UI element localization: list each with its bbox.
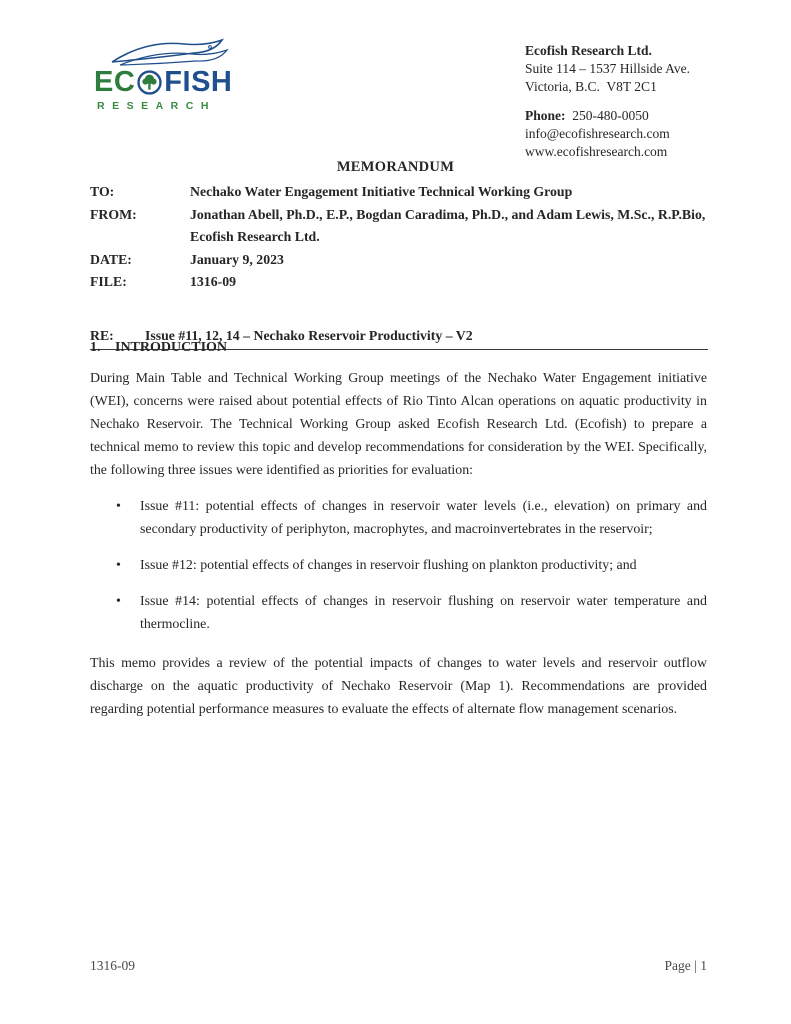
tree-in-o-icon [136, 69, 163, 96]
list-item-issue-11: • Issue #11: potential effects of changes in reservoir water levels (i.e., elevation) on primary and secondary productivity of periphyton, macrophytes, and macroinvertebrates in the reservoir; [140, 495, 707, 541]
section-heading [90, 340, 707, 356]
meta-row-file [90, 271, 708, 294]
from-label: FROM: [90, 206, 137, 222]
logo-wordmark [94, 68, 244, 97]
date-label: DATE: [90, 251, 132, 267]
phone-row [525, 107, 690, 125]
logo-text-fish: FISH [164, 66, 233, 98]
website-url: www.ecofishresearch.com [525, 144, 668, 159]
re-subject: Issue #11, 12, 14 – Nechako Reservoir Productivity – V2 [145, 327, 473, 343]
to-label: TO: [90, 184, 115, 199]
meta-row-from [90, 204, 708, 249]
phone-number: 250-480-0050 [572, 108, 649, 123]
meta-row-date [90, 249, 708, 272]
list-item-issue-14: • Issue #14: potential effects of changes in reservoir flushing on reservoir water temperature and thermocline. [140, 590, 707, 636]
file-value: 1316-09 [190, 274, 236, 289]
address-line-2: Victoria, B.C. V8T 2C1 [525, 79, 657, 94]
section-title: INTRODUCTION [115, 340, 228, 355]
issues-list [90, 495, 707, 636]
email-address: info@ecofishresearch.com [525, 126, 670, 141]
company-name: Ecofish Research Ltd. [525, 43, 652, 58]
contact-block [525, 42, 690, 161]
memo-title: MEMORANDUM [336, 159, 455, 175]
list-item-issue-12: • Issue #12: potential effects of changes in reservoir flushing on plankton productivity; and [140, 554, 707, 577]
logo-text-research: RESEARCH [97, 100, 216, 112]
date-value: January 9, 2023 [190, 251, 284, 267]
section-number: 1. [90, 340, 101, 355]
logo-text-ec: EC [94, 66, 136, 98]
to-value: Nechako Water Engagement Initiative Technical Working Group [190, 184, 573, 199]
footer-page-number: Page | 1 [664, 958, 707, 973]
fish-icon [106, 36, 234, 70]
ecofish-logo [94, 36, 244, 112]
footer-file-number: 1316-09 [90, 958, 135, 973]
from-value: Jonathan Abell, Ph.D., E.P., Bogdan Caradima, Ph.D., and Adam Lewis, M.Sc., R.P.Bio, Ecofish Research Ltd. [190, 206, 706, 244]
intro-paragraph-1: During Main Table and Technical Working Group meetings of the Nechako Water Engagement initiative (WEI), concerns were raised about potential effects of Rio Tinto Alcan operations on aquatic productivity in Nechako Reservoir. The Technical Working Group asked Ecofish Research Ltd. (Ecofish) to prepare a technical memo to review this topic and develop recommendations for consideration by the WEI. Specifically, the following three issues were identified as priorities for evaluation: [90, 371, 707, 478]
re-label: RE: [90, 327, 114, 343]
meta-row-to [90, 181, 708, 204]
phone-label: Phone: [525, 108, 566, 123]
file-label: FILE: [90, 274, 127, 289]
memo-meta [90, 181, 708, 350]
memo-body [90, 340, 707, 721]
intro-paragraph-2: This memo provides a review of the potential impacts of changes to water levels and reservoir outflow discharge on the aquatic productivity of Nechako Reservoir (Map 1). Recommendations are provided regarding potential performance measures to evaluate the effects of alternate flow management scenarios. [90, 656, 707, 717]
address-line-1: Suite 114 – 1537 Hillside Ave. [525, 61, 690, 76]
page-footer [90, 958, 707, 974]
